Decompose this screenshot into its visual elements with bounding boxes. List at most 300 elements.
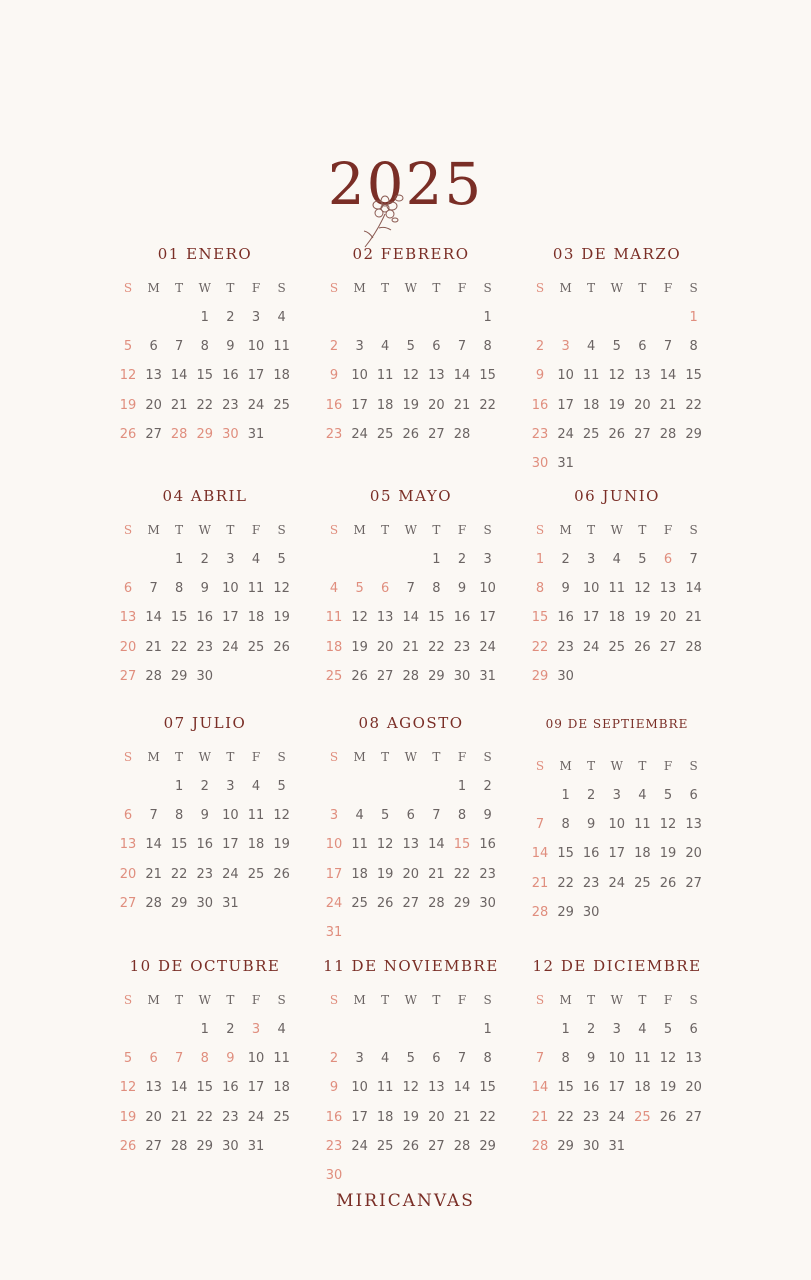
weekday-header: M	[147, 281, 160, 295]
day-cell: 30	[479, 895, 496, 911]
day-cell: 22	[196, 1109, 214, 1125]
day-cell: 3	[483, 552, 492, 567]
weekday-header: W	[610, 993, 623, 1007]
day-cell: 13	[145, 1080, 162, 1096]
day-cell: 10	[222, 808, 239, 824]
weekday-header: F	[457, 993, 467, 1007]
day-cell: 2	[535, 339, 545, 355]
weekday-header: T	[175, 281, 184, 295]
day-cell: 21	[531, 875, 549, 891]
day-cell: 21	[685, 610, 702, 626]
month-block	[115, 245, 295, 485]
day-cell: 28	[453, 1138, 471, 1154]
day-cell: 27	[119, 895, 137, 911]
day-cell: 12	[634, 581, 651, 597]
day-cell: 1	[483, 1022, 492, 1037]
day-cell: 18	[325, 639, 343, 655]
weekday-header: S	[123, 993, 133, 1007]
weekday-header: W	[404, 993, 417, 1007]
day-cell: 9	[200, 808, 209, 824]
day-cell: 28	[428, 895, 445, 911]
day-cell: 21	[531, 1109, 549, 1125]
day-cell: 14	[685, 581, 702, 597]
day-cell: 12	[119, 1080, 137, 1096]
day-cell: 8	[200, 339, 209, 355]
day-cell: 19	[634, 610, 651, 626]
day-cell: 2	[587, 1022, 596, 1037]
day-cell: 11	[608, 581, 626, 597]
weekday-header: T	[638, 759, 647, 773]
day-cell: 23	[325, 1138, 343, 1154]
month-title: 12 DE DICIEMBRE	[532, 957, 702, 975]
day-cell: 3	[226, 552, 235, 567]
day-cell: 8	[432, 581, 441, 597]
day-cell: 3	[355, 1051, 364, 1067]
day-cell: 20	[119, 639, 137, 655]
day-cell: 5	[123, 1051, 133, 1067]
day-cell: 5	[381, 808, 390, 824]
day-cell: 30	[222, 426, 239, 442]
day-cell: 30	[222, 1138, 239, 1154]
day-cell: 23	[222, 1109, 239, 1125]
day-cell: 18	[582, 397, 600, 413]
month-title: 05 MAYO	[369, 487, 453, 505]
day-cell: 29	[685, 426, 702, 442]
day-cell: 21	[170, 397, 188, 413]
day-cell: 16	[222, 368, 239, 384]
day-cell: 14	[453, 368, 471, 384]
day-cell: 28	[453, 426, 471, 442]
day-cell: 18	[247, 610, 265, 626]
day-cell: 19	[402, 1109, 420, 1125]
month-title: 08 AGOSTO	[358, 714, 464, 732]
day-cell: 22	[170, 866, 188, 882]
day-cell: 6	[689, 1022, 698, 1037]
day-cell: 13	[685, 817, 702, 833]
month-title: 09 DE SEPTIEMBRE	[545, 717, 689, 731]
day-cell: 9	[226, 339, 235, 355]
day-cell: 26	[634, 639, 651, 655]
weekday-header: T	[587, 993, 596, 1007]
day-cell: 4	[612, 552, 621, 567]
day-cell: 22	[170, 639, 188, 655]
day-cell: 31	[325, 925, 343, 940]
day-cell: 29	[196, 426, 214, 442]
day-cell: 18	[351, 866, 368, 882]
day-cell: 6	[432, 339, 441, 355]
weekday-header: W	[610, 523, 623, 537]
day-cell: 2	[200, 552, 209, 567]
day-cell: 4	[277, 1022, 286, 1037]
day-cell: 10	[608, 817, 626, 833]
day-cell: 25	[351, 895, 368, 911]
weekday-header: T	[432, 281, 441, 295]
weekday-header: M	[559, 993, 572, 1007]
month-title: 02 FEBRERO	[352, 245, 470, 263]
day-cell: 2	[200, 779, 209, 794]
day-cell: 23	[531, 426, 549, 442]
day-cell: 13	[402, 837, 420, 853]
day-cell: 10	[582, 581, 600, 597]
weekday-header: S	[123, 750, 133, 764]
day-cell: 25	[325, 668, 343, 684]
month-block	[527, 487, 707, 727]
day-cell: 6	[381, 581, 390, 597]
weekday-header: W	[198, 281, 211, 295]
day-cell: 3	[355, 339, 364, 355]
day-cell: 9	[587, 817, 596, 833]
day-cell: 4	[587, 339, 596, 355]
weekday-header: T	[381, 281, 390, 295]
weekday-header: S	[329, 993, 339, 1007]
day-cell: 14	[402, 610, 420, 626]
day-cell: 13	[685, 1051, 702, 1067]
day-cell: 4	[355, 808, 364, 824]
weekday-header: S	[123, 523, 133, 537]
weekday-header: T	[587, 523, 596, 537]
weekday-header: W	[198, 993, 211, 1007]
day-cell: 2	[457, 552, 467, 567]
day-cell: 12	[402, 1080, 420, 1096]
weekday-header: M	[353, 281, 366, 295]
day-cell: 19	[376, 866, 394, 882]
day-cell: 21	[453, 397, 471, 413]
day-cell: 31	[608, 1138, 626, 1154]
weekday-header: T	[226, 281, 235, 295]
day-cell: 3	[226, 779, 235, 794]
day-cell: 27	[119, 668, 137, 684]
day-cell: 10	[351, 368, 368, 384]
day-cell: 15	[479, 1080, 496, 1096]
day-cell: 22	[428, 639, 445, 655]
day-cell: 23	[325, 426, 343, 442]
day-cell: 16	[582, 846, 600, 862]
day-cell: 23	[479, 866, 496, 882]
day-cell: 7	[535, 1051, 545, 1067]
day-cell: 26	[119, 426, 137, 442]
day-cell: 19	[273, 610, 290, 626]
day-cell: 17	[247, 1080, 265, 1096]
day-cell: 5	[355, 581, 364, 597]
day-cell: 24	[479, 639, 496, 655]
day-cell: 16	[325, 397, 343, 413]
day-cell: 1	[200, 1022, 209, 1037]
day-cell: 11	[351, 837, 368, 853]
day-cell: 28	[659, 426, 677, 442]
day-cell: 30	[196, 895, 214, 911]
day-cell: 25	[582, 426, 600, 442]
day-cell: 1	[175, 779, 184, 794]
weekday-header: M	[353, 993, 366, 1007]
weekday-header: S	[277, 281, 286, 295]
month-block	[527, 714, 707, 954]
day-cell: 10	[247, 1051, 265, 1067]
day-cell: 16	[557, 610, 574, 626]
weekday-header: T	[432, 750, 441, 764]
day-cell: 11	[634, 1051, 651, 1067]
weekday-header: M	[147, 993, 160, 1007]
day-cell: 20	[428, 397, 445, 413]
weekday-header: F	[663, 281, 673, 295]
day-cell: 27	[428, 1138, 445, 1154]
day-cell: 22	[479, 1109, 496, 1125]
day-cell: 14	[659, 368, 677, 384]
day-cell: 12	[119, 368, 137, 384]
day-cell: 5	[638, 552, 647, 567]
day-cell: 3	[251, 310, 261, 325]
weekday-header: F	[663, 523, 673, 537]
day-cell: 9	[457, 581, 467, 597]
day-cell: 7	[175, 339, 184, 355]
day-cell: 17	[479, 610, 496, 626]
day-cell: 30	[531, 456, 549, 471]
weekday-header: S	[329, 750, 339, 764]
weekday-header: M	[147, 523, 160, 537]
day-cell: 25	[376, 426, 394, 442]
day-cell: 31	[247, 1138, 265, 1154]
day-cell: 18	[634, 846, 651, 862]
day-cell: 4	[381, 339, 390, 355]
weekday-header: W	[198, 750, 211, 764]
day-cell: 2	[561, 552, 570, 567]
day-cell: 21	[145, 639, 162, 655]
day-cell: 21	[402, 639, 420, 655]
weekday-header: W	[610, 759, 623, 773]
day-cell: 11	[376, 368, 394, 384]
day-cell: 24	[325, 895, 343, 911]
month-block	[527, 245, 707, 485]
day-cell: 22	[196, 397, 214, 413]
day-cell: 29	[531, 668, 549, 684]
month-title: 07 JULIO	[163, 714, 247, 732]
weekday-header: T	[175, 750, 184, 764]
day-cell: 25	[247, 639, 265, 655]
day-cell: 13	[119, 610, 137, 626]
weekday-header: S	[535, 523, 545, 537]
day-cell: 28	[170, 1138, 188, 1154]
day-cell: 27	[376, 668, 394, 684]
day-cell: 24	[351, 426, 368, 442]
weekday-header: S	[689, 281, 698, 295]
day-cell: 17	[608, 846, 626, 862]
day-cell: 4	[251, 779, 261, 794]
day-cell: 8	[457, 808, 467, 824]
day-cell: 14	[428, 837, 445, 853]
weekday-header: F	[457, 523, 467, 537]
day-cell: 9	[226, 1051, 235, 1067]
day-cell: 13	[145, 368, 162, 384]
day-cell: 24	[608, 1109, 626, 1125]
day-cell: 31	[222, 895, 239, 911]
day-cell: 9	[535, 368, 545, 384]
day-cell: 27	[634, 426, 651, 442]
day-cell: 24	[608, 875, 626, 891]
month-block	[321, 487, 501, 727]
day-cell: 1	[483, 310, 492, 325]
weekday-header: T	[381, 993, 390, 1007]
day-cell: 23	[453, 639, 471, 655]
day-cell: 30	[582, 1138, 600, 1154]
day-cell: 11	[247, 808, 265, 824]
day-cell: 21	[170, 1109, 188, 1125]
weekday-header: T	[638, 523, 647, 537]
day-cell: 16	[582, 1080, 600, 1096]
day-cell: 15	[557, 1080, 574, 1096]
weekday-header: W	[610, 281, 623, 295]
day-cell: 23	[582, 875, 600, 891]
day-cell: 12	[659, 1051, 677, 1067]
day-cell: 29	[196, 1138, 214, 1154]
day-cell: 29	[453, 895, 471, 911]
day-cell: 8	[561, 817, 570, 833]
weekday-header: F	[251, 281, 261, 295]
day-cell: 21	[659, 397, 677, 413]
day-cell: 4	[329, 581, 339, 597]
day-cell: 1	[175, 552, 184, 567]
day-cell: 30	[196, 668, 214, 684]
day-cell: 8	[200, 1051, 209, 1067]
day-cell: 12	[273, 581, 290, 597]
day-cell: 20	[376, 639, 394, 655]
day-cell: 11	[376, 1080, 394, 1096]
day-cell: 7	[457, 339, 467, 355]
day-cell: 15	[479, 368, 496, 384]
day-cell: 24	[247, 1109, 265, 1125]
day-cell: 18	[608, 610, 626, 626]
day-cell: 27	[402, 895, 420, 911]
day-cell: 12	[608, 368, 626, 384]
day-cell: 9	[329, 1080, 339, 1096]
day-cell: 1	[432, 552, 441, 567]
day-cell: 1	[535, 552, 545, 567]
day-cell: 10	[351, 1080, 368, 1096]
day-cell: 24	[557, 426, 574, 442]
day-cell: 4	[251, 552, 261, 567]
day-cell: 1	[457, 779, 467, 794]
day-cell: 6	[638, 339, 647, 355]
day-cell: 4	[638, 788, 647, 803]
day-cell: 26	[273, 866, 290, 882]
day-cell: 6	[663, 552, 673, 567]
weekday-header: S	[689, 523, 698, 537]
day-cell: 2	[226, 1022, 235, 1037]
day-cell: 29	[557, 1138, 574, 1154]
day-cell: 8	[535, 581, 545, 597]
day-cell: 14	[145, 837, 162, 853]
weekday-header: S	[689, 759, 698, 773]
weekday-header: T	[587, 281, 596, 295]
day-cell: 20	[685, 1080, 702, 1096]
day-cell: 15	[428, 610, 445, 626]
weekday-header: F	[663, 759, 673, 773]
day-cell: 19	[119, 1109, 137, 1125]
day-cell: 6	[149, 339, 158, 355]
day-cell: 5	[406, 1051, 415, 1067]
day-cell: 7	[175, 1051, 184, 1067]
day-cell: 18	[376, 397, 394, 413]
day-cell: 7	[663, 339, 673, 355]
weekday-header: T	[226, 523, 235, 537]
day-cell: 13	[634, 368, 651, 384]
day-cell: 21	[453, 1109, 471, 1125]
day-cell: 23	[557, 639, 574, 655]
day-cell: 8	[175, 808, 184, 824]
weekday-header: M	[353, 750, 366, 764]
day-cell: 29	[557, 904, 574, 920]
day-cell: 16	[222, 1080, 239, 1096]
day-cell: 9	[329, 368, 339, 384]
day-cell: 21	[428, 866, 445, 882]
day-cell: 30	[325, 1168, 343, 1183]
day-cell: 27	[428, 426, 445, 442]
day-cell: 11	[273, 1051, 290, 1067]
day-cell: 26	[376, 895, 394, 911]
flower-sketch-icon	[355, 192, 415, 252]
day-cell: 15	[453, 837, 471, 853]
day-cell: 19	[608, 397, 626, 413]
day-cell: 19	[659, 846, 677, 862]
weekday-header: M	[147, 750, 160, 764]
day-cell: 29	[170, 895, 188, 911]
day-cell: 13	[659, 581, 677, 597]
day-cell: 28	[170, 426, 188, 442]
month-block	[115, 714, 295, 954]
day-cell: 24	[222, 639, 239, 655]
day-cell: 8	[689, 339, 698, 355]
day-cell: 16	[196, 610, 214, 626]
day-cell: 5	[663, 1022, 673, 1037]
weekday-header: T	[381, 523, 390, 537]
day-cell: 9	[483, 808, 492, 824]
day-cell: 7	[535, 817, 545, 833]
day-cell: 28	[531, 1138, 549, 1154]
day-cell: 17	[325, 866, 343, 882]
day-cell: 3	[561, 339, 570, 355]
weekday-header: S	[535, 993, 545, 1007]
day-cell: 8	[175, 581, 184, 597]
day-cell: 31	[557, 456, 574, 471]
day-cell: 11	[247, 581, 265, 597]
day-cell: 25	[376, 1138, 394, 1154]
day-cell: 15	[170, 837, 188, 853]
day-cell: 12	[402, 368, 420, 384]
weekday-header: F	[457, 750, 467, 764]
day-cell: 11	[582, 368, 600, 384]
day-cell: 13	[428, 368, 445, 384]
day-cell: 10	[479, 581, 496, 597]
day-cell: 1	[200, 310, 209, 325]
weekday-header: M	[559, 523, 572, 537]
day-cell: 30	[453, 668, 471, 684]
day-cell: 20	[428, 1109, 445, 1125]
day-cell: 2	[329, 1051, 339, 1067]
weekday-header: T	[638, 281, 647, 295]
day-cell: 7	[689, 552, 698, 567]
day-cell: 10	[557, 368, 574, 384]
day-cell: 5	[406, 339, 415, 355]
day-cell: 26	[608, 426, 626, 442]
day-cell: 3	[612, 788, 621, 803]
day-cell: 24	[247, 397, 265, 413]
day-cell: 22	[479, 397, 496, 413]
day-cell: 25	[273, 1109, 290, 1125]
day-cell: 7	[406, 581, 415, 597]
day-cell: 23	[196, 639, 214, 655]
day-cell: 17	[222, 610, 239, 626]
day-cell: 26	[402, 1138, 420, 1154]
day-cell: 16	[325, 1109, 343, 1125]
day-cell: 22	[453, 866, 471, 882]
